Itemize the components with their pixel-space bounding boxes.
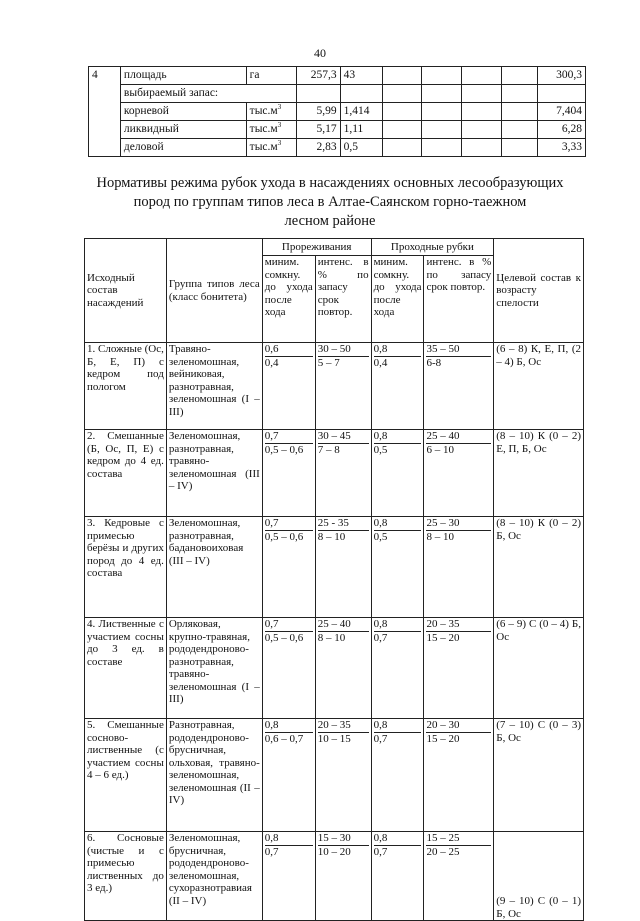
volume-table — [88, 66, 586, 157]
thin-min-density — [262, 719, 315, 832]
section-heading — [60, 174, 600, 231]
thin-int-secondary: 10 – 20 — [317, 845, 351, 858]
header-row — [85, 239, 584, 256]
row-total: 3,33 — [537, 139, 585, 157]
thin-intensity — [315, 719, 371, 832]
table-row — [85, 719, 584, 832]
table-row — [85, 343, 584, 430]
pass-min-primary: 0,8 — [374, 343, 422, 357]
thin-min-secondary: 0,5 – 0,6 — [264, 530, 304, 543]
thin-min-density — [262, 517, 315, 618]
thin-min-secondary: 0,5 – 0,6 — [264, 443, 304, 456]
thin-min-primary: 0,8 — [265, 719, 313, 733]
pass-int-secondary: 15 – 20 — [426, 732, 460, 745]
table-row — [89, 121, 586, 139]
pass-min-primary: 0,8 — [374, 719, 422, 733]
thin-intensity — [315, 430, 371, 517]
table-row — [85, 618, 584, 719]
target-composition — [494, 343, 584, 430]
thin-min-secondary: 0,5 – 0,6 — [264, 631, 304, 644]
source-text: 6. Сосновые (чистые и с примесью лиственных до 3 ед.) — [87, 832, 164, 894]
thin-intensity — [315, 517, 371, 618]
thin-int-primary: 30 – 50 — [318, 343, 369, 357]
thin-int-primary: 30 – 45 — [318, 430, 369, 444]
forest-type-group — [166, 618, 262, 719]
row-unit: $тыс.м^3$ — [246, 139, 296, 157]
source-composition — [85, 618, 167, 719]
row-value: 1,414 — [340, 103, 382, 121]
forest-type-group — [166, 832, 262, 921]
source-composition — [85, 343, 167, 430]
row-label: площадь — [120, 67, 246, 85]
source-composition — [85, 832, 167, 921]
thin-min-density — [262, 832, 315, 921]
row-value: 5,99 — [296, 103, 340, 121]
table-row — [85, 430, 584, 517]
target-composition — [494, 832, 584, 921]
page-number: 40 — [314, 46, 326, 60]
pass-min-secondary: 0,7 — [373, 631, 388, 644]
target-text: (6 – 9) С (0 – 4) Б, Ос — [496, 618, 581, 643]
thin-intensity — [315, 618, 371, 719]
row-value: 257,3 — [296, 67, 340, 85]
row-number: 4 — [89, 67, 121, 157]
heading-line: пород по группам типов леса в Алтае-Саянском горно-таежном — [133, 194, 527, 210]
thin-int-primary: 20 – 35 — [318, 719, 369, 733]
thin-min-secondary: 0,4 — [264, 356, 279, 369]
target-text: (8 – 10) К (0 – 2) Е, П, Б, Ос — [496, 430, 581, 455]
header-source: Исходный состав насаждений — [85, 239, 167, 343]
thin-int-primary: 25 - 35 — [318, 517, 369, 531]
forest-type-group — [166, 517, 262, 618]
thin-min-primary: 0,7 — [265, 430, 313, 444]
row-total: 6,28 — [537, 121, 585, 139]
table-row — [85, 832, 584, 921]
forest-type-text: Зеленомошная, разнотравная, травяно-зеленомошная (III – IV) — [168, 430, 260, 492]
pass-int-secondary: 15 – 20 — [426, 631, 460, 644]
heading-line: Нормативы режима рубок ухода в насаждениях основных лесообразующих — [96, 175, 564, 191]
target-composition — [494, 430, 584, 517]
pass-min-density — [371, 719, 424, 832]
table-row — [89, 67, 586, 85]
row-value: 43 — [340, 67, 382, 85]
source-composition — [85, 517, 167, 618]
target-composition — [494, 517, 584, 618]
header-forest-type: Группа типов леса (класс бонитета) — [166, 239, 262, 343]
thin-min-density — [262, 618, 315, 719]
thin-min-secondary: 0,7 — [264, 845, 279, 858]
forest-type-group — [166, 719, 262, 832]
norms-table — [84, 238, 584, 921]
row-value: 0,5 — [340, 139, 382, 157]
thin-min-primary: 0,7 — [265, 517, 313, 531]
thin-min-density — [262, 343, 315, 430]
pass-min-primary: 0,8 — [374, 832, 422, 846]
pass-int-secondary: 8 – 10 — [426, 530, 454, 543]
table-row — [85, 517, 584, 618]
pass-intensity — [424, 517, 494, 618]
thin-intensity — [315, 343, 371, 430]
pass-int-primary: 20 – 35 — [426, 618, 491, 632]
row-value: 2,83 — [296, 139, 340, 157]
row-total: 300,3 — [537, 67, 585, 85]
pass-int-primary: 25 – 40 — [426, 430, 491, 444]
thin-int-secondary: 10 – 15 — [317, 732, 351, 745]
thin-int-secondary: 8 – 10 — [317, 631, 346, 644]
pass-int-primary: 20 – 30 — [426, 719, 491, 733]
pass-intensity — [424, 832, 494, 921]
row-label: корневой — [120, 103, 246, 121]
target-composition — [494, 719, 584, 832]
pass-min-secondary: 0,7 — [373, 732, 388, 745]
pass-min-secondary: 0,5 — [373, 530, 388, 543]
target-text: (8 – 10) К (0 – 2) Б, Ос — [496, 517, 581, 542]
header-pass-int: интенс. в % по запасу срок повтор. — [424, 256, 494, 343]
thin-min-primary: 0,8 — [265, 832, 313, 846]
thin-int-secondary: 7 – 8 — [317, 443, 340, 456]
source-composition — [85, 719, 167, 832]
pass-int-secondary: 6-8 — [426, 356, 442, 369]
pass-min-primary: 0,8 — [374, 430, 422, 444]
forest-type-text: Травяно-зеленомошная, вейниковая, разнотравная, зеленомошная (I – III) — [168, 343, 260, 418]
source-text: 1. Сложные (Ос, Б, Е, П) с кедром под пологом — [87, 343, 164, 393]
table-row — [89, 139, 586, 157]
forest-type-text: Зеленомошная, разнотравная, бадановоиховая (III – IV) — [168, 517, 244, 567]
header-target: Целевой состав к возрасту спелости — [494, 239, 584, 343]
header-thinning: Прореживания — [262, 239, 371, 256]
heading-line: лесном районе — [284, 213, 376, 229]
header-thin-min: миним. сомкну. до ухода после хода — [262, 256, 315, 343]
forest-type-group — [166, 430, 262, 517]
thin-int-primary: 15 – 30 — [318, 832, 369, 846]
table-row — [89, 103, 586, 121]
pass-min-primary: 0,8 — [374, 517, 422, 531]
row-total: 7,404 — [537, 103, 585, 121]
source-text: 4. Лиственные с участием сосны до 3 ед. в составе — [87, 618, 164, 668]
pass-int-primary: 25 – 30 — [426, 517, 491, 531]
header-pass-min: миним. сомкну. до ухода после хода — [371, 256, 424, 343]
forest-type-text: Орляковая, крупно-травяная, рододендроново-разнотравная, травяно-зеленомошная (I – III) — [168, 618, 260, 705]
target-composition — [494, 618, 584, 719]
pass-intensity — [424, 719, 494, 832]
pass-int-primary: 35 – 50 — [426, 343, 491, 357]
pass-int-secondary: 20 – 25 — [426, 845, 460, 858]
row-value: 1,11 — [340, 121, 382, 139]
pass-min-density — [371, 832, 424, 921]
thin-min-primary: 0,7 — [265, 618, 313, 632]
forest-type-text: Зеленомошная, брусничная, рододендроново-зеленомошная, сухоразнотравиая (II – IV) — [168, 832, 252, 907]
pass-min-secondary: 0,4 — [373, 356, 388, 369]
pass-intensity — [424, 430, 494, 517]
pass-int-primary: 15 – 25 — [426, 832, 491, 846]
row-unit: $тыс.м^3$ — [246, 121, 296, 139]
source-composition — [85, 430, 167, 517]
source-text: 5. Смешанные сосново-лиственные (с участием сосны 4 – 6 ед.) — [87, 719, 164, 781]
source-text: 2. Смешанные (Б, Ос, П, Е) с кедром до 4 ед. состава — [87, 430, 164, 480]
thin-int-secondary: 5 – 7 — [317, 356, 340, 369]
row-value: 5,17 — [296, 121, 340, 139]
pass-min-density — [371, 618, 424, 719]
header-thin-int: интенс. в % по запасу срок повтор. — [315, 256, 371, 343]
thin-int-secondary: 8 – 10 — [317, 530, 346, 543]
target-text: (9 – 10) С (0 – 1) Б, Ос — [496, 895, 581, 920]
row-unit: га — [246, 67, 296, 85]
thin-int-primary: 25 – 40 — [318, 618, 369, 632]
row-label: выбираемый запас: — [120, 85, 296, 103]
pass-min-secondary: 0,5 — [373, 443, 388, 456]
forest-type-text: Разнотравная, рододендроново-брусничная, ольховая, травяно-зеленомошная, зеленомошная (II – IV) — [168, 719, 260, 806]
pass-intensity — [424, 618, 494, 719]
thin-min-primary: 0,6 — [265, 343, 313, 357]
pass-min-density — [371, 343, 424, 430]
source-text: 3. Кедровые с примесью берёзы и других пород до 4 ед. состава — [87, 517, 164, 579]
table-row — [89, 85, 586, 103]
pass-min-density — [371, 517, 424, 618]
thin-min-density — [262, 430, 315, 517]
pass-intensity — [424, 343, 494, 430]
header-passage-cutting: Проходные рубки — [371, 239, 494, 256]
target-text: (6 – 8) К, Е, П, (2 – 4) Б, Ос — [496, 343, 581, 368]
thin-min-secondary: 0,6 – 0,7 — [264, 732, 304, 745]
pass-min-secondary: 0,7 — [373, 845, 388, 858]
pass-min-primary: 0,8 — [374, 618, 422, 632]
pass-min-density — [371, 430, 424, 517]
row-unit: $тыс.м^3$ — [246, 103, 296, 121]
forest-type-group — [166, 343, 262, 430]
pass-int-secondary: 6 – 10 — [426, 443, 454, 456]
target-text: (7 – 10) С (0 – 3) Б, Ос — [496, 719, 581, 744]
row-label: деловой — [120, 139, 246, 157]
row-label: ликвидный — [120, 121, 246, 139]
thin-intensity — [315, 832, 371, 921]
